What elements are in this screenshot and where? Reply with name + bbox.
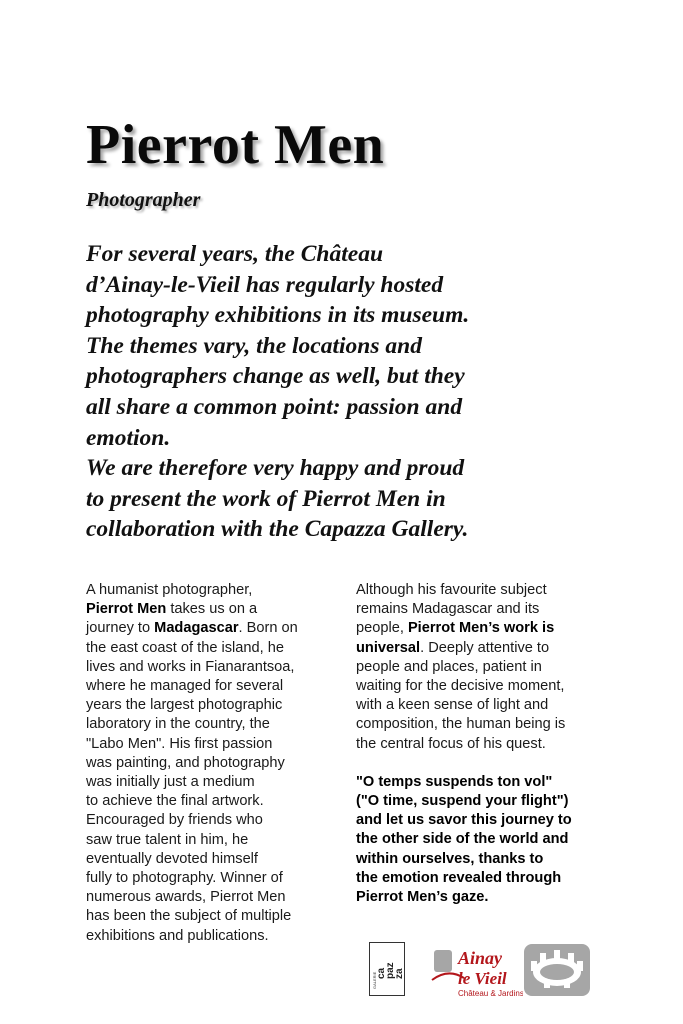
intro-line: For several years, the Château [86,241,384,267]
capazza-small-caption: GALERIE [372,971,377,989]
text-line: where he managed for several [86,678,284,695]
intro-paragraph-1 [86,239,646,453]
text-line: was initially just a medium [86,774,255,791]
ainay-caption: Château & Jardins [458,989,523,998]
text-line [356,619,631,638]
intro-line: to present the work of Pierrot Men in [86,485,446,512]
quote-line: the emotion revealed through [356,869,562,886]
text-line: years the largest photographic [86,697,283,714]
name-highlight: Pierrot Men [86,601,167,618]
text-line: to achieve the final artwork. [86,793,264,810]
intro-line: We are therefore very happy and proud [86,455,465,482]
text-fragment: . Deeply attentive to [420,639,550,656]
intro-line: emotion. [86,424,171,451]
partner-logos [0,940,683,1000]
text-line: saw true talent in him, he [86,831,249,848]
quote-block [356,773,631,907]
quote-line: "O temps suspends ton vol" [356,773,553,790]
text-line: Encouraged by friends who [86,812,263,829]
text-fragment: . Born on [238,620,298,637]
monument-logo [524,944,590,996]
ainay-emblem-icon [434,950,452,972]
intro-paragraph-2 [86,453,646,545]
intro-text [86,239,646,545]
place-highlight: Madagascar [154,620,239,637]
text-line: composition, the human being is [356,716,566,733]
text-line: lives and works in Fianarantsoa, [86,658,295,675]
text-line: eventually devoted himself [86,850,258,867]
text-line: exhibitions and publications. [86,927,269,944]
text-line: remains Madagascar and its [356,601,540,618]
biography-column [86,581,326,946]
page-subtitle: Photographer [86,189,201,211]
text-line: the east coast of the island, he [86,639,284,656]
text-line: numerous awards, Pierrot Men [86,889,286,906]
text-line: laboratory in the country, the [86,716,270,733]
intro-line: d’Ainay-le-Vieil has regularly hosted [86,271,444,298]
quote-line: and let us savor this journey to [356,812,572,829]
intro-line: all share a common point: passion and [86,393,463,420]
quote-line: within ourselves, thanks to [356,850,544,867]
work-highlight: Pierrot Men’s work is [407,620,555,637]
monument-logo-icon [524,944,590,996]
ainay-le-vieil-logo [428,940,523,1000]
intro-line: The themes vary, the locations and [86,332,422,359]
capazza-logo-graphic [370,943,404,995]
text-line: with a keen sense of light and [356,697,549,714]
text-line: A humanist photographer, [86,582,253,598]
ainay-script-1: Ainay [458,948,503,968]
ainay-script-2: le Vieil [458,969,507,988]
quote-line: the other side of the world and [356,831,569,848]
text-line: fully to photography. Winner of [86,870,283,887]
text-line: people and places, patient in [356,658,542,675]
universal-highlight: universal [356,639,421,656]
text-line [86,619,326,638]
intro-line: photographers change as well, but they [86,363,465,390]
page-title: Pierrot Men [86,114,385,176]
text-fragment: journey to [86,620,155,637]
text-line: was painting, and photography [86,754,285,771]
work-column [356,581,631,907]
intro-line: photography exhibitions in its museum. [86,302,470,329]
text-fragment: takes us on a [166,601,258,618]
intro-line: collaboration with the Capazza Gallery. [86,516,469,543]
capazza-word-1: ca [376,967,387,979]
quote-line: ("O time, suspend your flight") [356,793,569,810]
capazza-gallery-logo [369,942,405,996]
text-line [356,639,631,658]
ainay-logo-graphic [428,940,523,1000]
text-line: waiting for the decisive moment, [356,678,565,695]
text-line: "Labo Men". His first passion [86,735,273,752]
capazza-word-2: paz [385,962,396,979]
text-line: Although his favourite subject [356,582,547,598]
text-fragment: people, [356,620,408,637]
capazza-word-3: za [394,968,404,979]
text-line [86,600,326,619]
text-line: the central focus of his quest. [356,735,546,752]
quote-line: Pierrot Men’s gaze. [356,889,489,906]
text-line: has been the subject of multiple [86,908,292,925]
